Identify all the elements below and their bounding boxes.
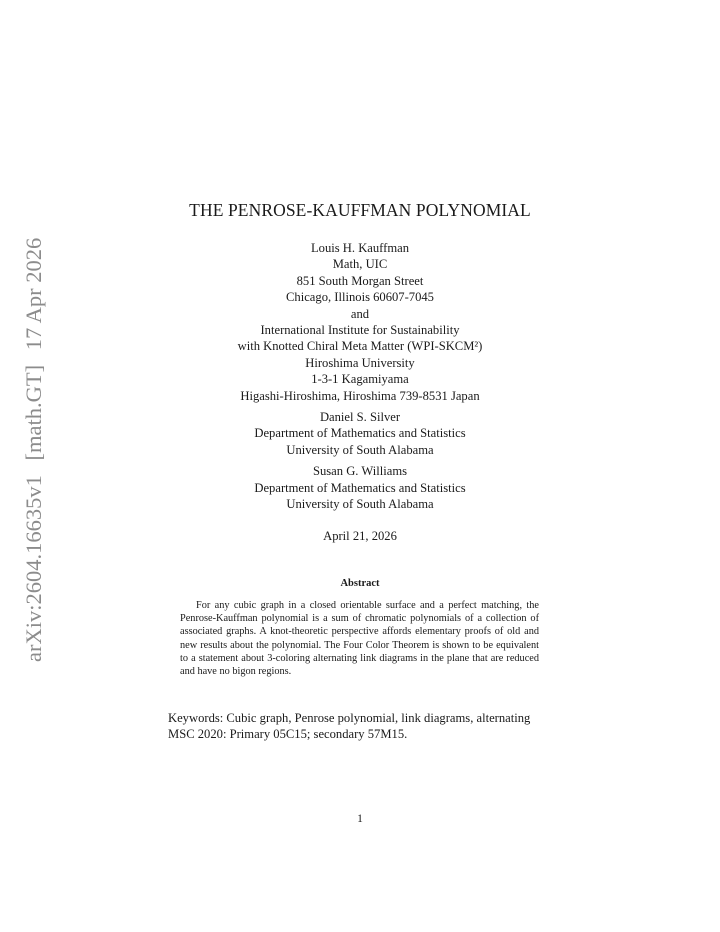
keywords-line: Keywords: Cubic graph, Penrose polynomial, link diagrams, alternating	[168, 711, 531, 725]
keywords-section	[168, 710, 588, 742]
author-line: and	[350, 306, 370, 321]
author-line: Chicago, Illinois 60607-7045	[286, 290, 434, 305]
author-line: Daniel S. Silver	[319, 410, 401, 425]
author-line: 1-3-1 Kagamiyama	[311, 372, 409, 387]
author-line: with Knotted Chiral Meta Matter (WPI-SKCM²)	[237, 339, 483, 354]
paper-title: THE PENROSE-KAUFFMAN POLYNOMIAL	[189, 200, 531, 220]
author-line: University of South Alabama	[286, 497, 434, 512]
author-line: Susan G. Williams	[312, 464, 408, 479]
author-line: University of South Alabama	[286, 442, 434, 457]
author-line: Higashi-Hiroshima, Hiroshima 739-8531 Japan	[240, 388, 480, 403]
author-list	[0, 237, 720, 518]
author-line: Louis H. Kauffman	[310, 241, 410, 255]
arxiv-id: arXiv:2604.16635v1	[21, 475, 46, 662]
author-silver	[0, 409, 720, 458]
author-line: Department of Mathematics and Statistics	[254, 426, 466, 441]
author-line: Department of Mathematics and Statistics	[254, 480, 466, 495]
paper-date: April 21, 2026	[323, 529, 397, 543]
author-williams	[0, 463, 720, 512]
abstract-text: For any cubic graph in a closed orientable surface and a perfect matching, the Penrose-Kauffman polynomial is a sum of chromatic polynomials of a collection of associated graphs. A knot-theoretic perspective affords elementary proofs of old and new results about the polynomial. The Four Color Theorem is shown to be equivalent to a statement about 3-coloring alternating link diagrams in the plane that are reduced and have no bigon regions.	[180, 600, 539, 678]
author-line: International Institute for Sustainability	[260, 323, 460, 338]
author-kauffman	[0, 237, 720, 404]
author-line: Math, UIC	[332, 257, 388, 272]
page-number: 1	[357, 813, 363, 825]
abstract-heading: Abstract	[340, 578, 380, 589]
arxiv-date: 17 Apr 2026	[21, 237, 46, 351]
arxiv-category: [math.GT]	[21, 364, 46, 461]
author-line: 851 South Morgan Street	[296, 273, 424, 288]
msc-line: MSC 2020: Primary 05C15; secondary 57M15.	[168, 727, 408, 742]
author-line: Hiroshima University	[305, 355, 415, 370]
